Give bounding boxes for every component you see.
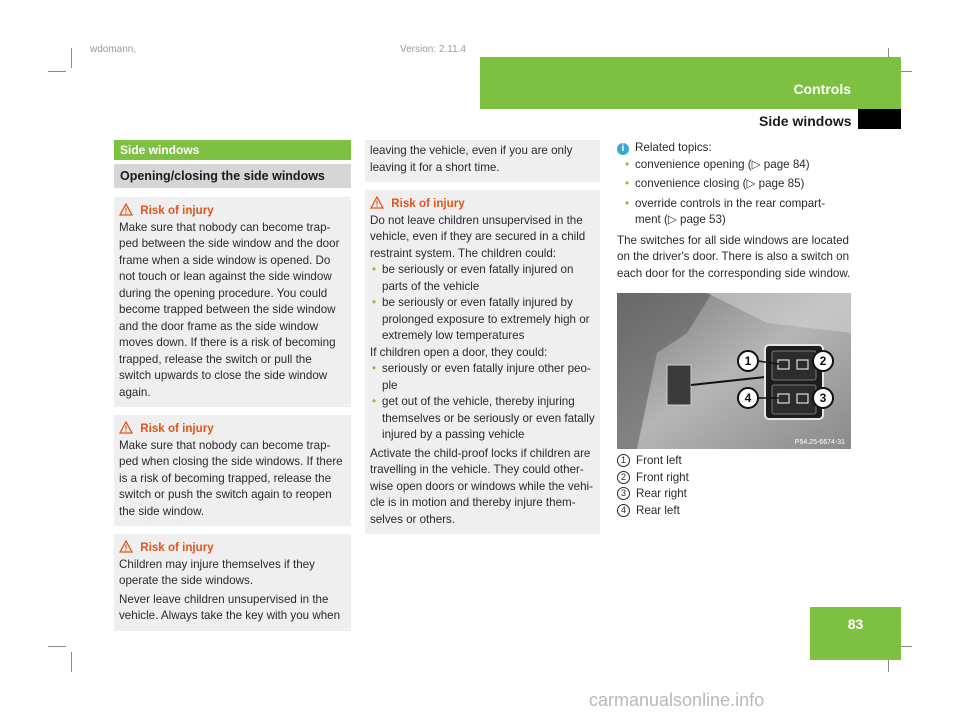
warning-box	[114, 197, 351, 407]
warning-text: Never leave children unsupervised in the vehicle. Always take the key with you when	[119, 592, 341, 622]
legend-item: 3 Rear right	[617, 486, 857, 503]
warning-title: Risk of injury	[140, 204, 214, 217]
warning-icon	[370, 196, 384, 209]
warning-continuation	[365, 140, 600, 182]
warning-intro: Do not leave children unsupervised in the vehicle, even if they are secured in a child restraint system. The children could:	[370, 213, 586, 260]
page-number: 83	[810, 607, 901, 660]
crop-mark	[71, 48, 72, 68]
warning-box	[114, 415, 351, 526]
window-switch-photo	[617, 293, 851, 449]
svg-text:3: 3	[819, 391, 827, 405]
warning-text: Make sure that nobody can become trap- ped when closing the side windows. If there is a risk of becoming trapped, release the switch or push the switch again to reopen the side window.	[119, 438, 343, 518]
related-topic: • override controls in the rear compart- ment (▷ page 53)	[623, 196, 857, 229]
callout-2	[813, 351, 833, 371]
warning-mid: If children open a door, they could:	[370, 345, 548, 359]
legend-item: 2 Front right	[617, 470, 857, 487]
subsection-title: Opening/closing the side windows	[114, 164, 351, 188]
photo-code: P54.25-6674-31	[794, 439, 845, 446]
switch-illustration	[617, 293, 851, 449]
faint-version: Version: 2.11.4	[400, 44, 466, 55]
legend-item: 4 Rear left	[617, 503, 857, 520]
bullet-item: • be seriously or even fatally injured on parts of the vehicle	[370, 262, 595, 295]
crop-mark	[71, 652, 72, 672]
continued-text: leaving the vehicle, even if you are only leaving it for a short time.	[370, 144, 573, 174]
warning-box	[114, 534, 351, 631]
warning-title: Risk of injury	[140, 422, 214, 435]
svg-text:1: 1	[744, 354, 752, 368]
legend	[617, 453, 857, 519]
warning-title: Risk of injury	[391, 197, 465, 210]
warning-outro: Activate the child-proof locks if children are travelling in the vehicle. They could other- wise open doors or windows while the vehi- cle is in motion and thereby injure them- selves or others.	[370, 446, 593, 526]
svg-text:2: 2	[819, 354, 827, 368]
related-topic: • convenience closing (▷ page 85)	[623, 176, 857, 193]
warning-text: Children may injure themselves if they operate the side windows.	[119, 557, 315, 587]
watermark: carmanualsonline.info	[589, 690, 765, 710]
column-2	[365, 140, 600, 534]
warning-icon	[119, 203, 133, 216]
column-1	[114, 140, 351, 631]
warning-title: Risk of injury	[140, 541, 214, 554]
warning-icon	[119, 540, 133, 553]
header-bar	[480, 57, 901, 109]
related-topic: • convenience opening (▷ page 84)	[623, 157, 857, 174]
column-3	[617, 140, 857, 282]
warning-text: Make sure that nobody can become trap- ped between the side window and the door frame when a side window is opened. Do not touch or lean against the side window during the opening procedure. You could become trapped between the side window and the door frame as the side window moves down. If there is a risk of becoming trapped, release the switch or pull the switch upwards to close the side window again.	[119, 220, 340, 399]
info-icon: i	[617, 143, 629, 155]
bullet-item: • seriously or even fatally injure other peo- ple	[370, 361, 595, 394]
svg-text:4: 4	[744, 391, 752, 405]
header-section-label: Side windows	[759, 113, 852, 129]
header-controls-label: Controls	[793, 81, 851, 97]
crop-mark	[48, 646, 66, 647]
faint-author: wdomann,	[90, 44, 137, 55]
warning-box	[365, 190, 600, 534]
warning-icon	[119, 421, 133, 434]
legend-item: 1 Front left	[617, 453, 857, 470]
header-marker	[858, 109, 901, 129]
body-text: The switches for all side windows are located on the driver's door. There is also a switch on each door for the corresponding side window.	[617, 233, 851, 280]
info-title: Related topics:	[635, 141, 712, 154]
callout-3	[813, 388, 833, 408]
crop-mark	[48, 71, 66, 72]
section-title: Side windows	[114, 140, 351, 160]
bullet-item: • be seriously or even fatally injured by prolonged exposure to extremely high or extremely low temperatures	[370, 295, 595, 345]
bullet-item: • get out of the vehicle, thereby injuring themselves or be seriously or even fatally injured by a passing vehicle	[370, 394, 595, 444]
